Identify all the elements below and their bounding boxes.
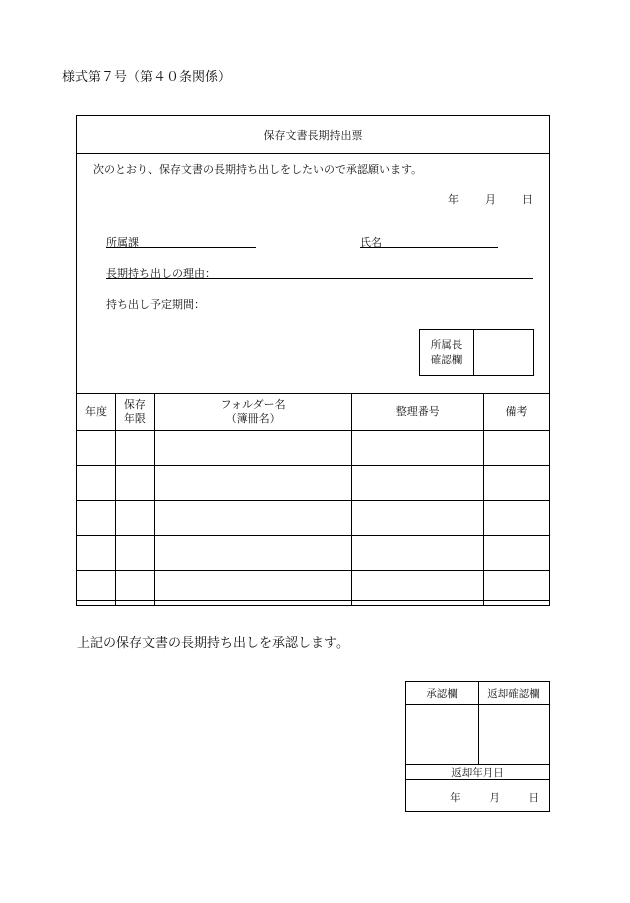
- return-check-header: 返却確認欄: [478, 682, 549, 705]
- reason-field[interactable]: [106, 278, 533, 279]
- cell-remarks[interactable]: [484, 571, 550, 606]
- header-retention-period: 保存 年限: [115, 394, 154, 431]
- cell-remarks[interactable]: [484, 466, 550, 501]
- cell-serial-number[interactable]: [352, 571, 484, 606]
- approval-statement: 上記の保存文書の長期持ち出しを承認します。: [77, 636, 349, 651]
- form-number: 様式第７号（第４０条関係）: [62, 70, 232, 85]
- header-fiscal-year: 年度: [77, 394, 116, 431]
- cell-remarks[interactable]: [484, 431, 550, 466]
- cell-fiscal-year[interactable]: [77, 571, 116, 606]
- return-date-month: 月: [489, 792, 500, 804]
- cell-retention-period[interactable]: [115, 431, 154, 466]
- header-remarks: 備考: [484, 394, 550, 431]
- cell-remarks[interactable]: [484, 501, 550, 536]
- approval-box: [405, 681, 550, 812]
- table-row: [77, 466, 550, 501]
- table-row: [77, 501, 550, 536]
- approval-stamp-cell[interactable]: [406, 705, 478, 764]
- cell-serial-number[interactable]: [352, 466, 484, 501]
- cell-fiscal-year[interactable]: [77, 431, 116, 466]
- supervisor-stamp-cell[interactable]: [474, 330, 533, 375]
- header-serial-number: 整理番号: [352, 394, 484, 431]
- supervisor-check-label: 所属長 確認欄: [420, 330, 474, 375]
- request-form: [76, 115, 550, 601]
- date-month-label: 月: [485, 193, 496, 206]
- cell-retention-period[interactable]: [115, 501, 154, 536]
- name-field[interactable]: [360, 247, 498, 248]
- cell-retention-period[interactable]: [115, 571, 154, 606]
- approval-box-rule: [406, 779, 549, 780]
- form-title: 保存文書長期持出票: [263, 128, 363, 142]
- supervisor-check-box: [419, 329, 534, 376]
- table-row: [77, 536, 550, 571]
- form-title-row: [77, 116, 549, 154]
- cell-serial-number[interactable]: [352, 536, 484, 571]
- return-date-day: 日: [528, 792, 539, 804]
- reason-label: 長期持ち出しの理由：: [106, 267, 216, 280]
- table-header-row: [77, 394, 550, 431]
- cell-folder-name[interactable]: [154, 431, 352, 466]
- cell-fiscal-year[interactable]: [77, 536, 116, 571]
- cell-serial-number[interactable]: [352, 501, 484, 536]
- cell-fiscal-year[interactable]: [77, 466, 116, 501]
- cell-retention-period[interactable]: [115, 536, 154, 571]
- table-row: [77, 431, 550, 466]
- cell-remarks[interactable]: [484, 536, 550, 571]
- cell-folder-name[interactable]: [154, 536, 352, 571]
- cell-folder-name[interactable]: [154, 466, 352, 501]
- date-day-label: 日: [522, 193, 533, 206]
- return-date-field[interactable]: [450, 790, 539, 805]
- request-date: [448, 191, 533, 207]
- period-label: 持ち出し予定期間：: [106, 298, 205, 311]
- cell-serial-number[interactable]: [352, 431, 484, 466]
- return-check-stamp-cell[interactable]: [479, 705, 549, 764]
- date-year-label: 年: [448, 193, 459, 206]
- cell-fiscal-year[interactable]: [77, 501, 116, 536]
- request-statement: 次のとおり、保存文書の長期持ち出しをしたいので承認願います。: [93, 163, 423, 176]
- return-date-year: 年: [450, 792, 461, 804]
- department-field[interactable]: [106, 247, 256, 248]
- department-label: 所属課: [106, 236, 139, 249]
- cell-folder-name[interactable]: [154, 571, 352, 606]
- name-label: 氏名: [360, 236, 382, 249]
- document-table: [76, 393, 550, 606]
- approval-header: 承認欄: [406, 682, 478, 705]
- header-folder-name: フォルダー名 （簿冊名）: [154, 394, 352, 431]
- cell-retention-period[interactable]: [115, 466, 154, 501]
- cell-folder-name[interactable]: [154, 501, 352, 536]
- return-date-label: 返却年月日: [451, 766, 504, 779]
- table-row: [77, 571, 550, 606]
